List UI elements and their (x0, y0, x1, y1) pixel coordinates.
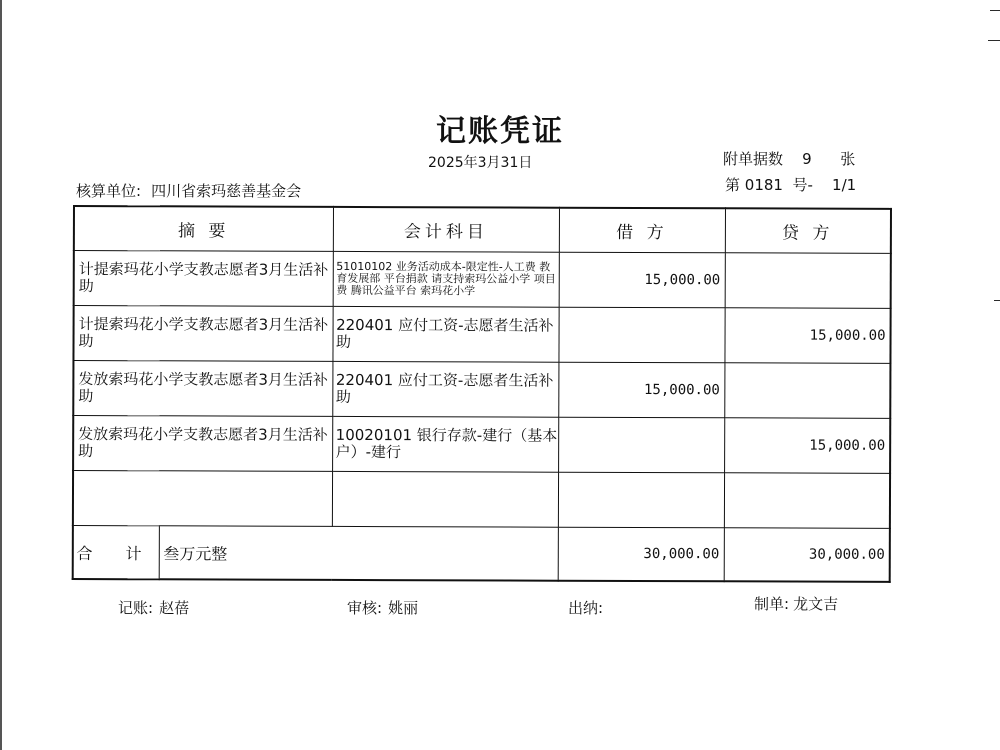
total-label: 合 计 (73, 526, 159, 580)
voucher-prefix: 第 (725, 176, 741, 194)
total-debit: 30,000.00 (558, 527, 724, 581)
attachments-label: 附单据数 (723, 150, 784, 168)
col-header-credit: 贷 方 (725, 208, 891, 253)
row-subject: 10020101 银行存款-建行（基本户）-建行 (332, 416, 558, 472)
voucher-title: 记账凭证 (436, 114, 564, 149)
voucher-number: 0181 (744, 176, 783, 194)
row-debit (558, 307, 724, 363)
voucher-table (72, 205, 892, 583)
row-summary: 发放索玛花小学支教志愿者3月生活补助 (73, 361, 332, 417)
scan-edge-mark (994, 300, 1000, 301)
col-header-debit: 借 方 (559, 208, 725, 253)
bookkeeper-label: 记账: (118, 599, 154, 617)
preparer-name: 龙文吉 (793, 595, 839, 613)
row-summary: 计提索玛花小学支教志愿者3月生活补助 (73, 306, 332, 362)
total-credit: 30,000.00 (724, 528, 890, 582)
row-credit: 15,000.00 (724, 308, 890, 364)
row-credit (725, 253, 891, 309)
preparer-label: 制单: (754, 595, 790, 613)
signature-preparer (754, 593, 838, 614)
signature-cashier (568, 597, 603, 618)
col-header-summary: 摘 要 (74, 206, 333, 251)
cashier-label: 出纳: (568, 599, 604, 617)
attachments-count: 9 (802, 150, 812, 168)
row-summary: 发放索玛花小学支教志愿者3月生活补助 (73, 416, 332, 472)
table-row (74, 251, 891, 309)
voucher-page: 1/1 (832, 176, 857, 194)
row-credit (724, 363, 890, 419)
total-row (73, 526, 890, 582)
table-row (73, 306, 890, 364)
bookkeeper-name: 赵蓓 (159, 599, 190, 617)
reviewer-name: 姚丽 (388, 599, 419, 617)
row-subject (332, 471, 558, 527)
table-row (73, 361, 890, 419)
row-debit (558, 472, 724, 528)
row-subject: 51010102 业务活动成本-限定性-人工费 教育发展部 平台捐款 请支持索玛公益小学 项目费 腾讯公益平台 索玛花小学 (333, 251, 559, 307)
unit-name: 四川省索玛慈善基金会 (151, 182, 302, 200)
signature-reviewer (347, 597, 418, 618)
row-debit (558, 417, 724, 473)
row-subject: 220401 应付工资-志愿者生活补助 (332, 306, 558, 362)
voucher-suffix: 号- (792, 176, 813, 194)
table-row (73, 416, 890, 474)
table-row-empty (73, 471, 890, 529)
accounting-unit (76, 180, 301, 201)
attachments-unit: 张 (840, 150, 856, 168)
signature-bookkeeper (118, 597, 189, 618)
row-debit: 15,000.00 (559, 252, 725, 308)
row-credit (724, 473, 890, 529)
unit-label: 核算单位: (76, 182, 142, 200)
attachments-info (723, 148, 855, 169)
scan-edge-mark (988, 40, 1000, 41)
row-credit: 15,000.00 (724, 418, 890, 474)
voucher-number-line (725, 174, 856, 195)
reviewer-label: 审核: (347, 599, 383, 617)
row-summary (73, 471, 332, 527)
total-amount-words: 叁万元整 (159, 526, 558, 581)
row-summary: 计提索玛花小学支教志愿者3月生活补助 (74, 251, 333, 307)
row-debit: 15,000.00 (558, 362, 724, 418)
voucher-date: 2025年3月31日 (428, 155, 533, 171)
scan-edge-mark (990, 10, 1000, 11)
col-header-subject: 会计科目 (333, 207, 559, 252)
row-subject: 220401 应付工资-志愿者生活补助 (332, 361, 558, 417)
table-header-row (74, 206, 891, 253)
